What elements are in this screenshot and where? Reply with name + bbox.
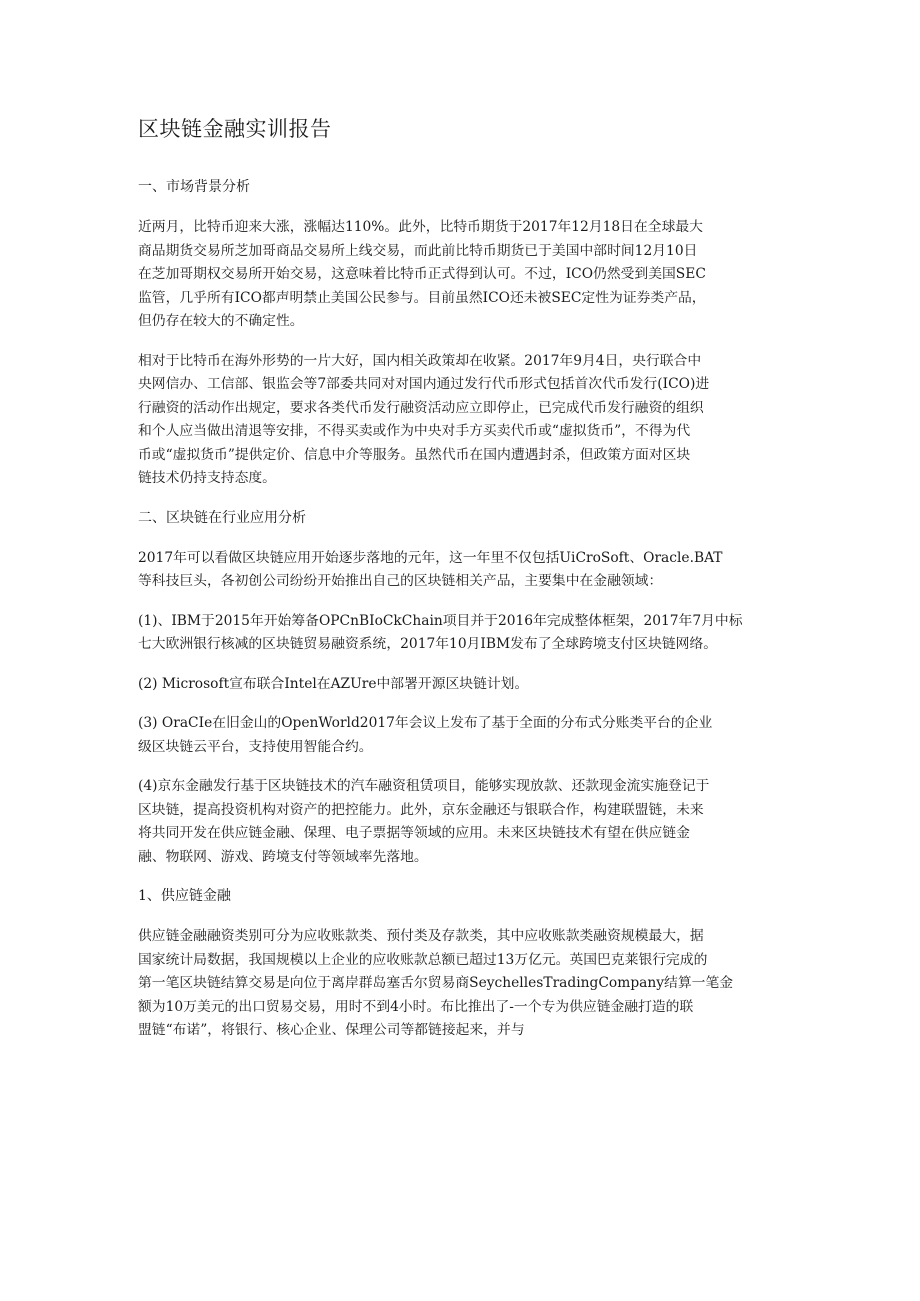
- text-line: 监管，几乎所有ICO都声明禁止美国公民参与。目前虽然ICO还未被SEC定性为证券类产品，: [138, 289, 706, 306]
- text-line: (3) OraCIe在旧金山的OpenWorld2017年会议上发布了基于全面的分布式分账类平台的企业: [138, 715, 713, 731]
- text-line: (2) Microsoft宣布联合Intel在AZUre中部署开源区块链计划。: [138, 675, 529, 692]
- section-heading-market-background: 一、市场背景分析: [138, 179, 250, 195]
- text-line: (1)、IBM于2015年开始筹备OPCnBIoCkChain项目并于2016年完成整体框架，2017年7月中标: [138, 612, 743, 629]
- text-line: 供应链金融融资类别可分为应收账款类、预付类及存款类，其中应收账款类融资规模最大，据: [138, 928, 704, 944]
- text-line: 额为10万美元的出口贸易交易，用时不到4小时。布比推出了-一个专为供应链金融打造的联: [138, 998, 694, 1015]
- text-line: 等科技巨头，各初创公司纷纷开始推出自己的区块链相关产品，主要集中在金融领域：: [138, 573, 663, 589]
- paragraph-bitcoin-overseas: [138, 216, 798, 334]
- text-line: 第一笔区块链结算交易是向位于离岸群岛塞舌尔贸易商SeychellesTradingCompany结算一笔金: [138, 975, 734, 991]
- document-body: [138, 114, 798, 1059]
- section-heading-supply-chain: 1、供应链金融: [138, 888, 231, 904]
- text-line: 七大欧洲银行核减的区块链贸易融资系统，2017年10月IBM发布了全球跨境支付区块链网络。: [138, 636, 718, 652]
- paragraph-item-microsoft: [138, 673, 798, 697]
- paragraph-item-ibm: [138, 610, 798, 657]
- text-line: 级区块链云平台，支持使用智能合约。: [138, 738, 373, 755]
- paragraph-domestic-policy: [138, 350, 798, 491]
- paragraph-2017-applications: [138, 547, 798, 594]
- text-line: 相对于比特币在海外形势的一片大好，国内相关政策却在收紧。2017年9月4日，央行联合中: [138, 352, 702, 369]
- text-line: 商品期货交易所芝加哥商品交易所上线交易，而此前比特币期货已于美国中部时间12月10日: [138, 242, 698, 259]
- text-line: 将共同开发在供应链金融、保理、电子票据等领域的应用。未来区块链技术有望在供应链金: [138, 825, 690, 841]
- paragraph-item-jd-finance: [138, 775, 798, 869]
- paragraph-item-oracle: [138, 712, 798, 759]
- text-line: (4)京东金融发行基于区块链技术的汽车融资租赁项目，能够实现放款、还款现金流实施登记于: [138, 778, 710, 794]
- text-line: 国家统计局数据，我国规模以上企业的应收账款总额已超过13万亿元。英国巴克莱银行完成的: [138, 951, 708, 968]
- text-line: 币或“虚拟货币”提供定价、信息中介等服务。虽然代币在国内遭遇封杀，但政策方面对区块: [138, 446, 691, 463]
- text-line: 央网信办、工信部、银监会等7部委共同对对国内通过发行代币形式包括首次代币发行(ICO)进: [138, 376, 710, 392]
- text-line: 但仍存在较大的不确定性。: [138, 313, 304, 329]
- text-line: 融、物联网、游戏、跨境支付等领域率先落地。: [138, 848, 428, 865]
- text-line: 近两月，比特币迎来大涨，涨幅达110%。此外，比特币期货于2017年12月18日在全球最大: [138, 219, 703, 235]
- text-line: 盟链“布诺”，将银行、核心企业、保理公司等都链接起来，并与: [138, 1022, 525, 1038]
- page-title: 区块链金融实训报告: [138, 117, 332, 141]
- text-line: 和个人应当做出清退等安排，不得买卖或作为中央对手方买卖代币或“虚拟货币”，不得为代: [138, 423, 691, 439]
- section-heading-industry-application: 二、区块链在行业应用分析: [138, 509, 306, 526]
- text-line: 2017年可以看做区块链应用开始逐步落地的元年，这一年里不仅包括UiCroSoft、Oracle.BAT: [138, 549, 723, 566]
- paragraph-supply-chain-finance: [138, 925, 798, 1043]
- text-line: 链技术仍持支持态度。: [138, 470, 276, 486]
- text-line: 在芝加哥期权交易所开始交易，这意味着比特币正式得到认可。不过，ICO仍然受到美国SEC: [138, 266, 706, 282]
- text-line: 区块链，提高投资机构对资产的把控能力。此外，京东金融还与银联合作，构建联盟链，未来: [138, 801, 704, 818]
- text-line: 行融资的活动作出规定，要求各类代币发行融资活动应立即停止，已完成代币发行融资的组织: [138, 399, 704, 416]
